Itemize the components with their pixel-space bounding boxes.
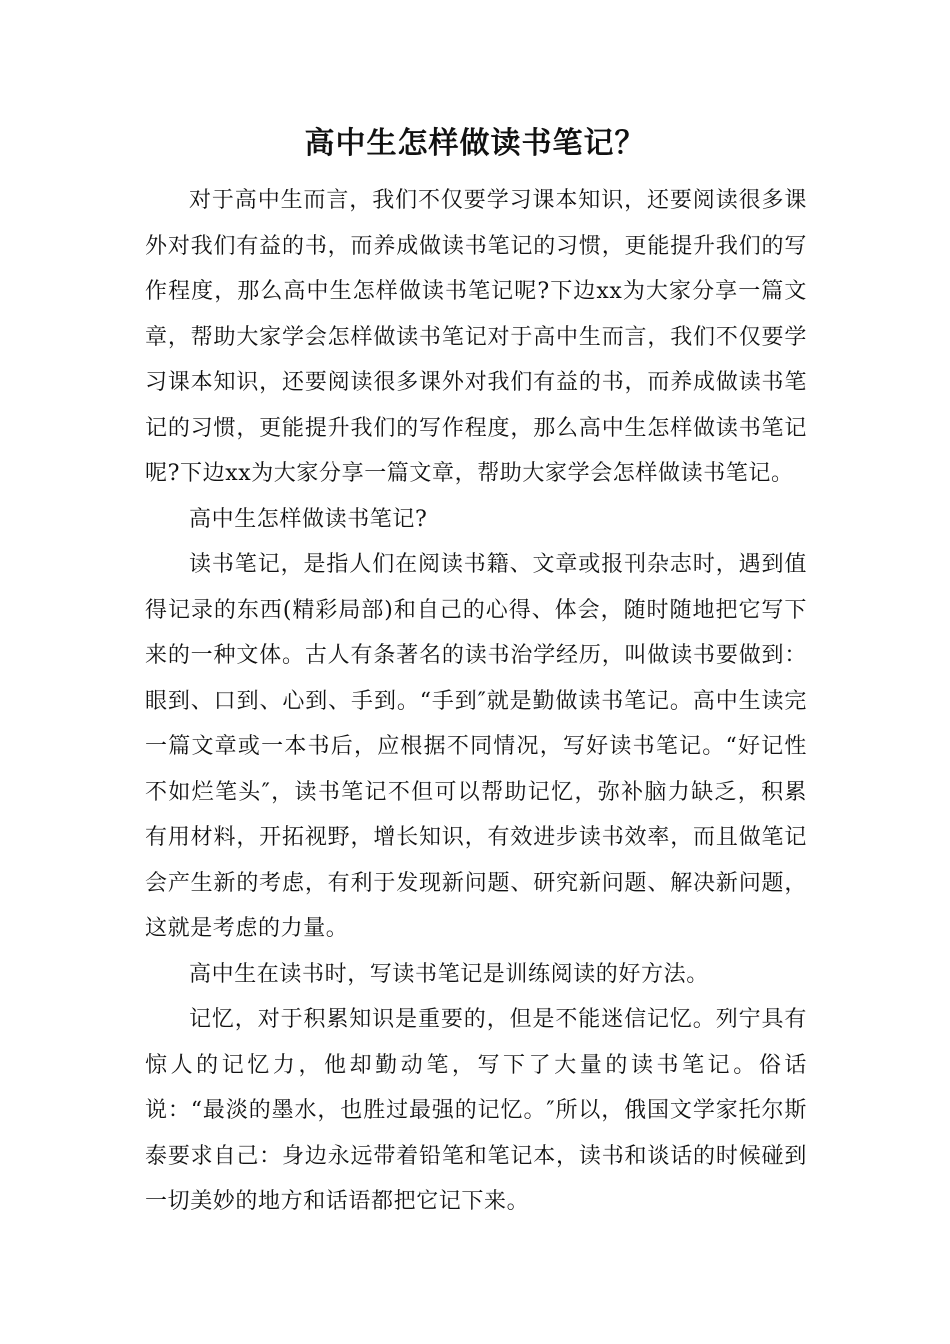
paragraph-method: 高中生在读书时，写读书笔记是训练阅读的好方法。 (189, 961, 709, 987)
document-title: 高中生怎样做读书笔记？ (304, 126, 646, 161)
paragraph-memory: 记忆，对于积累知识是重要的，但是不能迷信记忆。列宁具有惊人的记忆力，他却勤动笔，写下了大量的读书笔记。俗话说：“最淡的墨水，也胜过最强的记忆。″所以，俄国文学家托尔斯泰要求自己：身边永远带着铅笔和笔记本，读书和谈话的时候碰到一切美妙的地方和话语都把它记下来。 (145, 1007, 807, 1214)
paragraph-subheading: 高中生怎样做读书笔记? (189, 506, 428, 532)
paragraph-definition: 读书笔记，是指人们在阅读书籍、文章或报刊杂志时，遇到值得记录的东西(精彩局部)和自己的心得、体会，随时随地把它写下来的一种文体。古人有条著名的读书治学经历，叫做读书要做到：眼到、口到、心到、手到。“手到″就是勤做读书笔记。高中生读完一篇文章或一本书后，应根据不同情况，写好读书笔记。“好记性不如烂笔头″，读书笔记不但可以帮助记忆，弥补脑力缺乏，积累有用材料，开拓视野，增长知识，有效进步读书效率，而且做笔记会产生新的考虑，有利于发现新问题、研究新问题、解决新问题，这就是考虑的力量。 (145, 552, 807, 941)
paragraph-intro: 对于高中生而言，我们不仅要学习课本知识，还要阅读很多课外对我们有益的书，而养成做读书笔记的习惯，更能提升我们的写作程度，那么高中生怎样做读书笔记呢?下边xx为大家分享一篇文章，帮助大家学会怎样做读书笔记对于高中生而言，我们不仅要学习课本知识，还要阅读很多课外对我们有益的书，而养成做读书笔记的习惯，更能提升我们的写作程度，那么高中生怎样做读书笔记呢?下边xx为大家分享一篇文章，帮助大家学会怎样做读书笔记。 (145, 188, 807, 486)
document-body (145, 178, 807, 1225)
